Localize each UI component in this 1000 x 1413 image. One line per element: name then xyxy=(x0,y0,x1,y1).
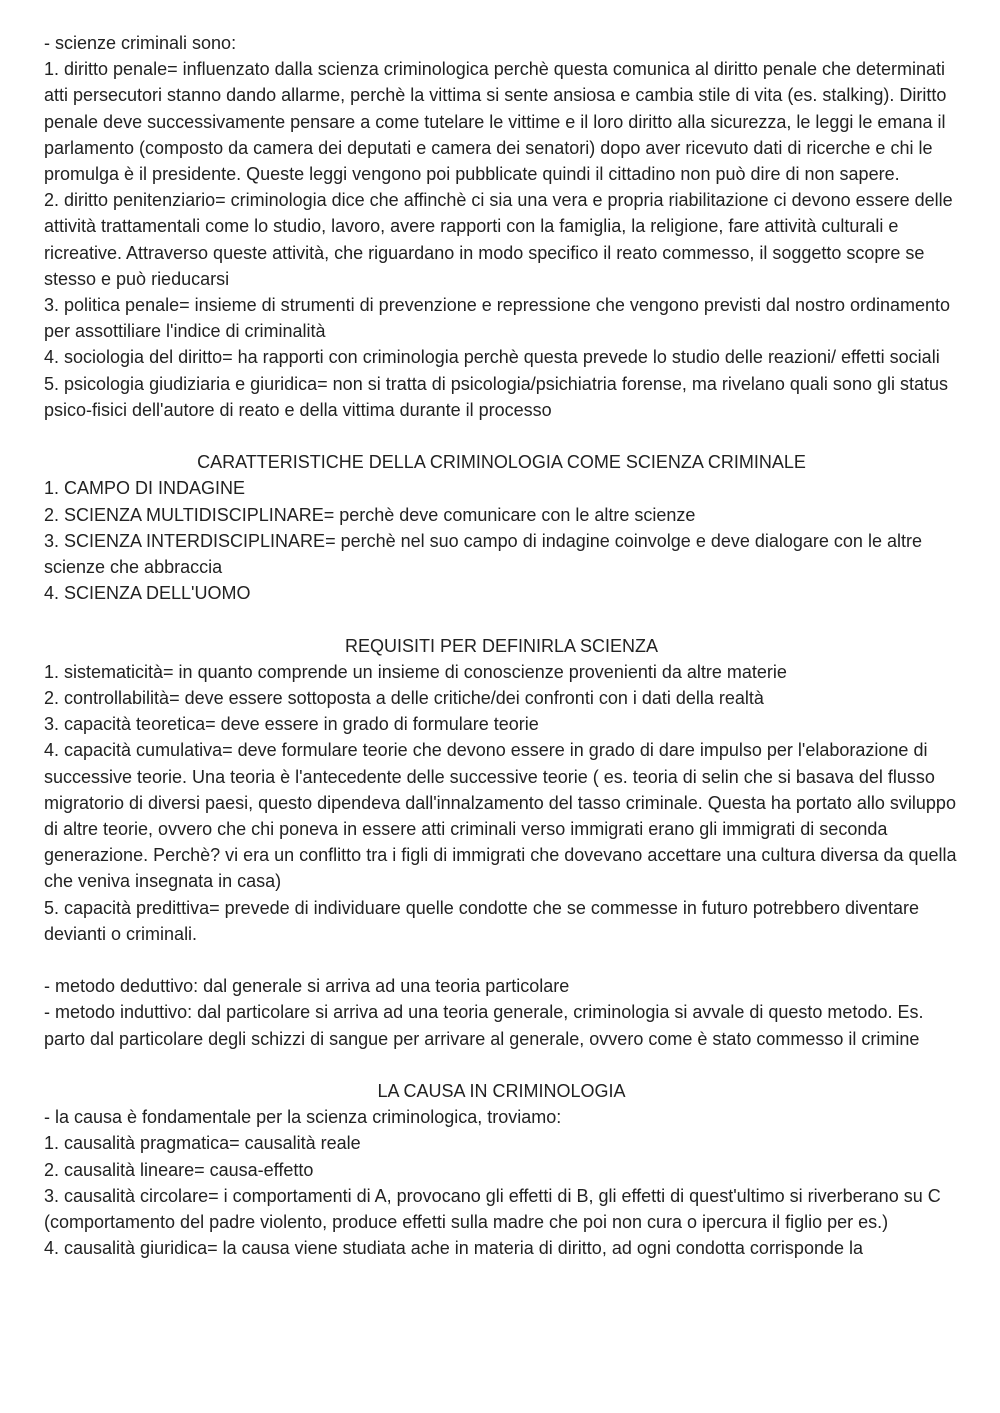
list-item: 2. controllabilità= deve essere sottoposta a delle critiche/dei confronti con i dati della realtà xyxy=(44,688,764,709)
document-page xyxy=(44,30,959,1261)
list-item: 3. causalità circolare= i comportamenti di A, provocano gli effetti di B, gli effetti di quest'ultimo si riverberano su C (comportamento del padre violento, produce effetti sulla madre che poi non cura o ipercura il figlio per es.) xyxy=(44,1185,941,1233)
list-item: 1. diritto penale= influenzato dalla scienza criminologica perchè questa comunica al diritto penale che determinati atti persecutori stanno dando allarme, perchè la vittima si sente ansiosa e cambia stile di vita (es. stalking). Diritto penale deve successivamente pensare a come tutelare le vittime e il loro diritto alla sicurezza, le leggi le emana il parlamento (composto da camera dei deputati e camera dei senatori) dopo aver ricevuto dati di ricerche e chi le promulga è il presidente. Queste leggi vengono poi pubblicate quindi il cittadino non può dire di non sapere. xyxy=(44,59,947,185)
scienze-criminali-intro: - scienze criminali sono: xyxy=(44,33,237,53)
section-heading-caratteristiche: CARATTERISTICHE DELLA CRIMINOLOGIA COME SCIENZA CRIMINALE xyxy=(197,452,806,473)
list-item: 2. SCIENZA MULTIDISCIPLINARE= perchè deve comunicare con le altre scienze xyxy=(44,504,696,525)
list-item: 2. causalità lineare= causa-effetto xyxy=(44,1159,314,1180)
spacer xyxy=(44,1052,959,1078)
list-item: 3. capacità teoretica= deve essere in grado di formulare teorie xyxy=(44,714,539,735)
list-item: 3. politica penale= insieme di strumenti di prevenzione e repressione che vengono previsti dal nostro ordinamento per assottiliare l'indice di criminalità xyxy=(44,295,951,342)
spacer xyxy=(44,423,959,449)
method-item: - metodo deduttivo: dal generale si arriva ad una teoria particolare xyxy=(44,976,570,997)
method-item: - metodo induttivo: dal particolare si arriva ad una teoria generale, criminologia si avvale di questo metodo. Es. parto dal particolare degli schizzi di sangue per arrivare al generale, ovvero come è stato commesso il crimine xyxy=(44,1002,924,1049)
list-item: 2. diritto penitenziario= criminologia dice che affinchè ci sia una vera e propria riabilitazione ci devono essere delle attività trattamentali come lo studio, lavoro, avere rapporti con la famiglia, la religione, fare attività culturali e ricreative. Attraverso queste attività, che riguardano in modo specifico il reato commesso, il soggetto scopre se stesso e può rieducarsi xyxy=(44,190,953,289)
list-item: 5. capacità predittiva= prevede di individuare quelle condotte che se commesse in futuro potrebbero diventare devianti o criminali. xyxy=(44,897,920,944)
list-item: 4. causalità giuridica= la causa viene studiata ache in materia di diritto, ad ogni condotta corrisponde la xyxy=(44,1238,863,1259)
list-item: 1. causalità pragmatica= causalità reale xyxy=(44,1133,361,1154)
list-item: 4. capacità cumulativa= deve formulare teorie che devono essere in grado di dare impulso per l'elaborazione di successive teorie. Una teoria è l'antecedente delle successive teorie ( es. teoria di selin che si basava del flusso migratorio di diversi paesi, questo dipendeva dall'innalzamento del tasso criminale. Questa ha portato allo sviluppo di altre teorie, ovvero che chi poneva in essere atti criminali verso immigrati erano gli immigrati di seconda generazione. Perchè? vi era un conflitto tra i figli di immigrati che dovevano accettare una cultura diversa da quella che veniva insegnata in casa) xyxy=(44,740,957,892)
list-item: 1. CAMPO DI INDAGINE xyxy=(44,478,246,499)
list-item: 5. psicologia giudiziaria e giuridica= non si tratta di psicologia/psichiatria forense, ma rivelano quali sono gli status psico-fisici dell'autore di reato e della vittima durante il processo xyxy=(44,373,948,420)
list-item: 3. SCIENZA INTERDISCIPLINARE= perchè nel suo campo di indagine coinvolge e deve dialogare con le altre scienze che abbraccia xyxy=(44,530,922,578)
section-heading-requisiti: REQUISITI PER DEFINIRLA SCIENZA xyxy=(344,635,659,656)
spacer xyxy=(44,606,959,632)
spacer xyxy=(44,947,959,973)
list-item: 4. SCIENZA DELL'UOMO xyxy=(44,583,251,604)
list-item: 1. sistematicità= in quanto comprende un insieme di conoscienze provenienti da altre materie xyxy=(44,661,787,682)
list-item: 4. sociologia del diritto= ha rapporti con criminologia perchè questa prevede lo studio delle reazioni/ effetti sociali xyxy=(44,347,940,368)
causa-intro: - la causa è fondamentale per la scienza criminologica, troviamo: xyxy=(44,1107,562,1128)
section-heading-causa: LA CAUSA IN CRIMINOLOGIA xyxy=(377,1081,626,1102)
